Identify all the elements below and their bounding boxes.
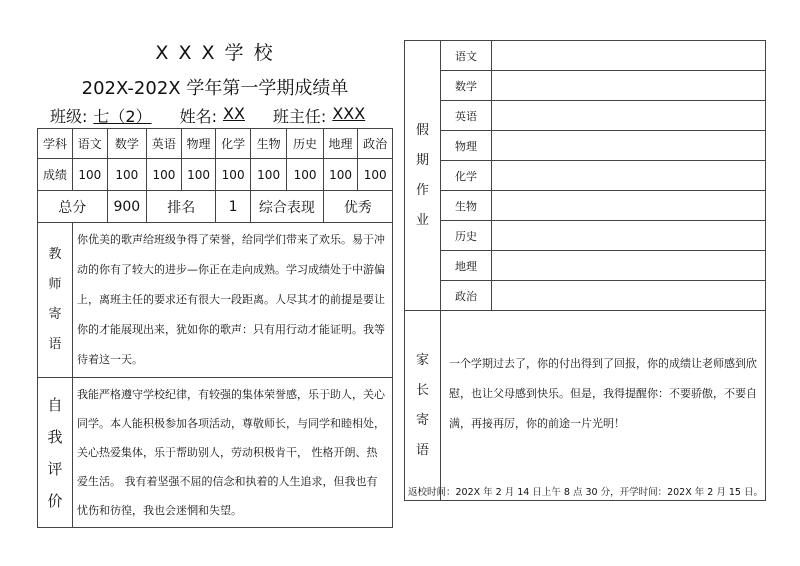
- label-char: 寄: [415, 412, 429, 428]
- homework-label: [405, 41, 441, 311]
- overall-label: 综合表现: [250, 191, 323, 223]
- teacher-comment-label: [38, 223, 73, 378]
- label-char: 自: [47, 395, 63, 414]
- homework-entry[interactable]: [492, 281, 766, 311]
- subject-header: 数学: [107, 129, 147, 159]
- score-cell: 100: [358, 159, 393, 191]
- rank-label: 排名: [147, 191, 216, 223]
- report-title: 202X-202X 学年第一学期成绩单: [81, 78, 349, 99]
- homework-subject: 地理: [441, 251, 492, 281]
- label-char: 语: [48, 337, 62, 352]
- label-char: 期: [415, 152, 429, 168]
- homework-entry[interactable]: [492, 161, 766, 191]
- score-cell: 100: [216, 159, 251, 191]
- subject-header: 政治: [358, 129, 393, 159]
- label-char: 教: [48, 247, 62, 262]
- name-label: 姓名:: [179, 107, 217, 126]
- subject-header: 生物: [250, 129, 286, 159]
- subject-header: 物理: [181, 129, 216, 159]
- homework-row: [405, 221, 766, 251]
- homework-subject: 物理: [441, 131, 492, 161]
- teacher-comment: 你优美的歌声给班级争得了荣誉，给同学们带来了欢乐。易于冲动的你有了较大的进步—你正在走向成熟。学习成绩处于中游偏上，离班主任的要求还有很大一段距离。人尽其才的前提是要让你的才能展现出来，犹如你的歌声：只有用行动才能证明。我等待着这一天。: [73, 223, 393, 378]
- self-evaluation: 我能严格遵守学校纪律，有较强的集体荣誉感，乐于助人，关心同学。本人能积极参加各项活动，尊敬师长，与同学和睦相处，关心热爱集体，乐于帮助别人，劳动积极肯干， 性格开朗、热爱生活。 我有着坚强不屈的信念和执着的人生追求，但我也有忧伤和彷徨，我也会迷惘和失望。: [73, 378, 393, 528]
- self-eval-label: [38, 378, 73, 528]
- label-char: 假: [415, 122, 429, 138]
- label-char: 作: [415, 182, 429, 198]
- homework-subject: 政治: [441, 281, 492, 311]
- homework-entry[interactable]: [492, 251, 766, 281]
- homework-row: [405, 41, 766, 71]
- subject-header: 语文: [73, 129, 108, 159]
- score-cell: 100: [73, 159, 108, 191]
- score-cell: 100: [250, 159, 286, 191]
- homework-subject: 生物: [441, 191, 492, 221]
- score-cell: 100: [323, 159, 358, 191]
- label-char: 师: [48, 277, 62, 292]
- label-char: 长: [415, 382, 429, 398]
- score-cell: 100: [107, 159, 147, 191]
- class-value: 七（2）: [93, 107, 152, 126]
- footer-note: 返校时间：202X 年 2 月 14 日上午 8 点 30 分，开学时间：202X 年 2 月 15 日。: [408, 487, 763, 498]
- parent-comment-label: [405, 311, 441, 501]
- homework-entry[interactable]: [492, 131, 766, 161]
- homework-subject: 语文: [441, 41, 492, 71]
- score-cell: 100: [181, 159, 216, 191]
- label-char: 价: [47, 491, 63, 510]
- name-value: XX: [223, 104, 245, 123]
- homework-entry[interactable]: [492, 221, 766, 251]
- homework-parent-table: [404, 40, 766, 501]
- teacher-label: 班主任:: [272, 107, 327, 126]
- homework-entry[interactable]: [492, 41, 766, 71]
- homework-subject: 数学: [441, 71, 492, 101]
- label-char: 家: [415, 352, 429, 368]
- homework-row: [405, 71, 766, 101]
- homework-subject: 化学: [441, 161, 492, 191]
- total-label: 总分: [38, 191, 108, 223]
- homework-entry[interactable]: [492, 101, 766, 131]
- homework-entry[interactable]: [492, 71, 766, 101]
- total-value: 900: [107, 191, 147, 223]
- score-cell: 100: [287, 159, 323, 191]
- homework-row: [405, 191, 766, 221]
- overall-value: 优秀: [323, 191, 392, 223]
- homework-row: [405, 131, 766, 161]
- label-char: 我: [47, 427, 63, 446]
- homework-row: [405, 161, 766, 191]
- subject-header: 英语: [147, 129, 182, 159]
- rank-value: 1: [216, 191, 251, 223]
- subject-header: 历史: [287, 129, 323, 159]
- homework-subject: 英语: [441, 101, 492, 131]
- parent-comment: 一个学期过去了，你的付出得到了回报，你的成绩让老师感到欣慰，也让父母感到快乐。但是，我得提醒你：不要骄傲，不要自满，再接再厉，你的前途一片光明！: [441, 311, 766, 501]
- teacher-value: XXX: [332, 104, 366, 123]
- label-char: 评: [47, 459, 63, 478]
- score-table: [37, 128, 393, 528]
- score-label: 成绩: [38, 159, 73, 191]
- homework-row: [405, 101, 766, 131]
- homework-row: [405, 251, 766, 281]
- student-info: [50, 104, 365, 127]
- homework-entry[interactable]: [492, 191, 766, 221]
- score-cell: 100: [147, 159, 182, 191]
- label-char: 业: [415, 212, 429, 228]
- homework-row: [405, 281, 766, 311]
- school-name: X X X 学 校: [155, 42, 275, 64]
- label-char: 语: [415, 442, 429, 458]
- homework-subject: 历史: [441, 221, 492, 251]
- label-char: 寄: [48, 307, 62, 322]
- class-label: 班级:: [50, 107, 88, 126]
- subject-header: 地理: [323, 129, 358, 159]
- subject-label: 学科: [38, 129, 73, 159]
- subject-header: 化学: [216, 129, 251, 159]
